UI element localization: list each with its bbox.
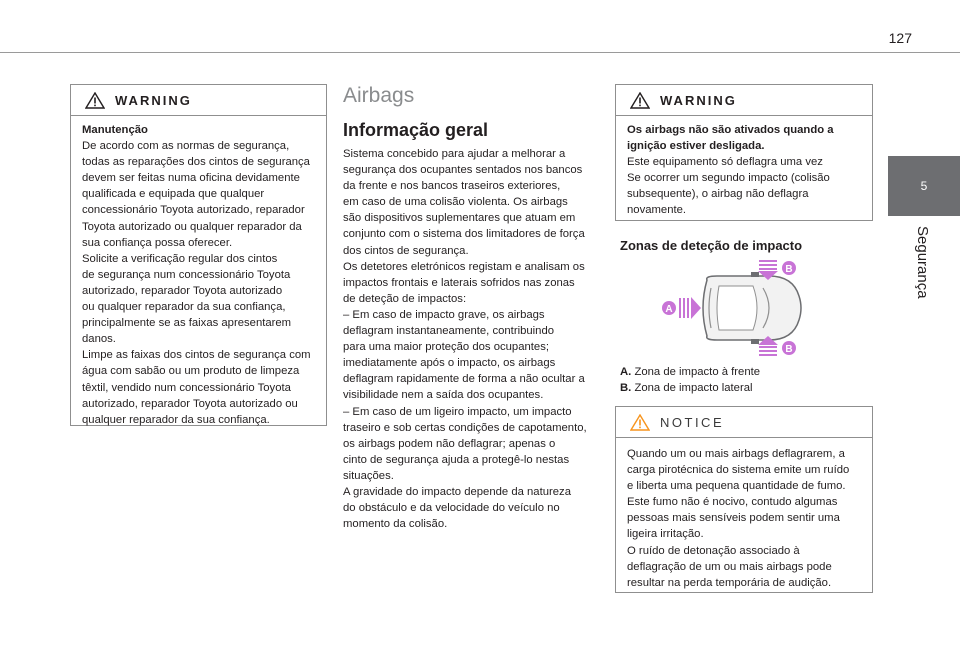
car-top-view-icon [703, 272, 801, 344]
marker-a-icon [662, 301, 676, 315]
text-line: situações. [343, 469, 394, 482]
subsection-title: Informação geral [343, 120, 489, 140]
marker-b-top-icon [782, 261, 796, 275]
text-line: Sistema concebido para ajudar a melhorar a [343, 148, 566, 160]
legend-text: Zona de impacto lateral [634, 382, 753, 394]
text-line: Manutenção [82, 124, 148, 136]
notice-box [615, 406, 873, 593]
text-line: deflagração de um ou mais airbags pode [627, 560, 832, 573]
text-line: ou qualquer reparador da sua confiança, [82, 301, 286, 314]
text-line: Se ocorrer um segundo impacto (colisão [627, 172, 830, 185]
marker-b-label: B [785, 344, 793, 355]
text-line: momento da colisão. [343, 518, 448, 531]
notice-title: NOTICE [660, 414, 725, 430]
impact-zones-diagram [655, 256, 815, 360]
text-line: devem ser feitas numa oficina devidamente [82, 172, 300, 185]
chapter-number: 5 [920, 179, 928, 193]
legend-text: Zona de impacto à frente [634, 366, 761, 378]
text-line: traseiro e sob certas condições de capotamento, [343, 421, 587, 434]
text-line: sua confiança possa oferecer. [82, 236, 233, 249]
text-line: deflagram instantaneamente, contribuindo [343, 325, 555, 338]
text-line: novamente. [627, 204, 687, 217]
marker-a-label: A [665, 304, 673, 315]
text-line: qualificada e equipada que qualquer [82, 188, 265, 201]
warning-box-maintenance [70, 84, 327, 426]
text-line: água com sabão ou um produto de limpeza [82, 365, 300, 378]
text-line: conjunto com o sistema dos limitadores de força [343, 228, 585, 241]
text-line: têxtil, vendido num concessionário Toyota [82, 381, 291, 394]
text-line: Este equipamento só deflagra uma vez [627, 156, 823, 169]
text-line: concessionário Toyota autorizado, reparador [82, 204, 305, 217]
text-line: ignição estiver desligada. [627, 140, 765, 153]
front-impact-arrows [679, 297, 701, 319]
header-divider [0, 52, 960, 53]
zones-title: Zonas de deteção de impacto [620, 238, 803, 253]
text-line: os airbags podem não deflagrar; apenas o [343, 437, 556, 450]
zones-legend [620, 364, 760, 396]
text-line: Os airbags não são ativados quando a [627, 124, 834, 136]
text-line: A gravidade do impacto depende da natureza [343, 485, 571, 498]
text-line: danos. [82, 333, 116, 346]
text-line: da frente e nos bancos traseiros exteriores, [343, 180, 561, 193]
text-line: principalmente se as faixas apresentarem [82, 317, 292, 330]
airbags-body [343, 146, 605, 532]
text-line: Quando um ou mais airbags deflagrarem, a [627, 448, 845, 460]
text-line: O ruído de detonação associado à [627, 544, 800, 557]
text-line: – Em caso de um ligeiro impacto, um impacto [343, 405, 572, 418]
text-line: dos cintos de segurança. [343, 244, 469, 257]
marker-b-bottom-icon [782, 341, 796, 355]
text-line: para uma maior proteção dos ocupantes; [343, 341, 549, 354]
text-line: Solicite a verificação regular dos cintos [82, 252, 278, 265]
warning-icon [630, 92, 650, 109]
text-line: impactos frontais e laterais sofridos nas zonas [343, 276, 575, 289]
text-line: – Em caso de impacto grave, os airbags [343, 308, 545, 321]
text-line: Este fumo não é nocivo, contudo algumas [627, 496, 838, 509]
text-line: de segurança num concessionário Toyota [82, 268, 291, 281]
text-line: ligeira irritação. [627, 528, 704, 541]
warning-box-ignition [615, 84, 873, 221]
text-line: subsequente), o airbag não deflagra [627, 188, 809, 201]
text-line: autorizado, reparador Toyota autorizado [82, 284, 283, 297]
text-line: segurança dos ocupantes sentados nos bancos [343, 164, 583, 177]
marker-b-label: B [785, 264, 793, 275]
text-line: visibilidade nem a saída dos ocupantes. [343, 389, 544, 402]
notice-header [616, 407, 872, 438]
page-number: 127 [888, 30, 912, 46]
text-line: são dispositivos suplementares que atuam em [343, 212, 576, 225]
text-line: Toyota autorizado ou qualquer reparador da [82, 220, 302, 233]
chapter-title [888, 226, 960, 336]
legend-key: B. [620, 382, 632, 394]
text-line: cinto de segurança ajuda a protegê-lo nestas [343, 453, 570, 466]
text-line: carga pirotécnica do sistema emite um ruído [627, 464, 850, 477]
text-line: deflagram rapidamente de forma a não ocultar a [343, 373, 585, 386]
chapter-title-text: Segurança [914, 226, 931, 299]
text-line: e liberta uma pequena quantidade de fumo. [627, 480, 846, 493]
notice-icon [630, 414, 650, 431]
warning-body [616, 116, 872, 219]
legend-item [620, 364, 760, 380]
warning-body [71, 116, 326, 428]
text-line: pessoas mais sensíveis podem sentir uma [627, 512, 840, 525]
text-line: resultar na perda temporária de audição. [627, 576, 832, 589]
text-line: imediatamente após o impacto, os airbags [343, 357, 556, 370]
notice-body [616, 438, 872, 591]
text-line: qualquer reparador da sua confiança. [82, 413, 270, 426]
text-line: De acordo com as normas de segurança, [82, 140, 290, 153]
text-line: em caso de uma colisão violenta. Os airbags [343, 196, 568, 209]
text-line: de deteção de impactos: [343, 292, 467, 305]
chapter-tab[interactable] [888, 156, 960, 216]
warning-header [616, 85, 872, 116]
warning-header [71, 85, 326, 116]
legend-item [620, 380, 760, 396]
section-title: Airbags [343, 84, 415, 107]
text-line: todas as reparações dos cintos de segurança [82, 156, 310, 169]
text-line: Os detetores eletrónicos registam e analisam os [343, 260, 585, 273]
warning-title: WARNING [660, 92, 737, 108]
warning-icon [85, 92, 105, 109]
text-line: do obstáculo e da velocidade do veículo no [343, 502, 560, 515]
text-line: autorizado, reparador Toyota autorizado ou [82, 397, 298, 410]
warning-title: WARNING [115, 92, 192, 108]
legend-key: A. [620, 366, 632, 378]
text-line: Limpe as faixas dos cintos de segurança com [82, 349, 311, 362]
